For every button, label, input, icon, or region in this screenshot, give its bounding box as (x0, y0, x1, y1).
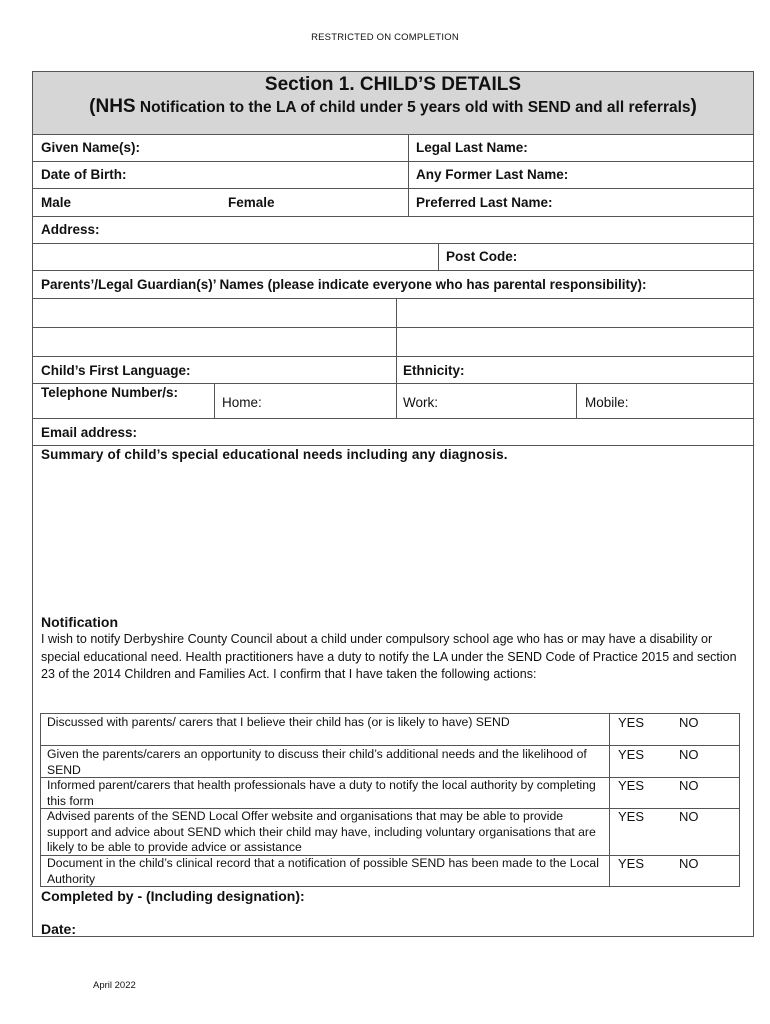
row-divider (33, 327, 753, 328)
yes-option[interactable]: YES (618, 747, 645, 762)
yes-option[interactable]: YES (618, 856, 645, 871)
col-divider (396, 298, 397, 418)
home-phone-label: Home: (222, 395, 262, 410)
notification-heading: Notification (41, 614, 118, 630)
table-row-divider (40, 745, 740, 746)
dob-label: Date of Birth: (41, 167, 127, 182)
mobile-phone-label: Mobile: (585, 395, 629, 410)
completed-by-label: Completed by - (Including designation): (41, 888, 305, 904)
row-divider (33, 298, 753, 299)
male-option[interactable]: Male (41, 195, 72, 210)
address-label: Address: (41, 222, 100, 237)
first-language-label: Child’s First Language: (41, 363, 191, 378)
former-last-name-label: Any Former Last Name: (416, 167, 569, 182)
no-option[interactable]: NO (679, 715, 699, 730)
row-divider (33, 216, 753, 217)
summary-label: Summary of child’s special educational needs including any diagnosis. (41, 447, 508, 462)
row-divider (33, 243, 753, 244)
given-names-label: Given Name(s): (41, 140, 141, 155)
subtitle-nhs: NHS (95, 96, 136, 117)
date-label: Date: (41, 921, 77, 937)
row-divider (33, 445, 753, 446)
subtitle-text: Notification to the LA of child under 5 years old with SEND and all referrals (135, 99, 691, 116)
subtitle-open-paren: ( (89, 96, 96, 117)
section-subtitle (33, 96, 753, 118)
section-title: Section 1. CHILD’S DETAILS (264, 74, 522, 95)
no-option[interactable]: NO (679, 747, 699, 762)
subtitle-close-paren: ) (690, 96, 697, 117)
yes-option[interactable]: YES (618, 809, 645, 824)
post-code-label: Post Code: (446, 249, 518, 264)
no-option[interactable]: NO (679, 809, 699, 824)
table-row-text: Informed parent/carers that health professionals have a duty to notify the local authority by completing this form (47, 778, 596, 808)
work-phone-label: Work: (403, 395, 439, 410)
restricted-notice: RESTRICTED ON COMPLETION (311, 32, 459, 43)
col-divider (438, 243, 439, 270)
legal-last-name-label: Legal Last Name: (416, 140, 528, 155)
row-divider (33, 383, 753, 384)
no-option[interactable]: NO (679, 778, 699, 793)
table-row-text: Advised parents of the SEND Local Offer website and organisations that may be able to provide support and advice about SEND which their child may have, including voluntary organisations that are likely to be able to provide advice or assistance (47, 809, 596, 854)
col-divider (576, 383, 577, 418)
preferred-last-name-label: Preferred Last Name: (416, 195, 553, 210)
col-divider (214, 383, 215, 418)
parents-label: Parents’/Legal Guardian(s)’ Names (please indicate everyone who has parental responsibility): (41, 277, 647, 292)
notification-body: I wish to notify Derbyshire County Council about a child under compulsory school age who has or may have a disability or special educational need. Health practitioners have a duty to notify the LA under the SEND Code of Practice 2015 and section 23 of the 2014 Children and Families Act. I confirm that I have taken the following actions: (41, 632, 737, 681)
table-row-text: Discussed with parents/ carers that I believe their child has (or is likely to have) SEND (47, 715, 510, 729)
row-divider (33, 418, 753, 419)
table-row-text: Document in the child’s clinical record that a notification of possible SEND has been made to the Local Authority (47, 856, 599, 886)
telephone-label: Telephone Number/s: (41, 385, 179, 400)
table-row-text: Given the parents/carers an opportunity to discuss their child’s additional needs and the likelihood of SEND (47, 747, 587, 777)
table-col-divider (609, 713, 610, 887)
row-divider (33, 356, 753, 357)
ethnicity-label: Ethnicity: (403, 363, 465, 378)
row-divider (33, 161, 753, 162)
yes-option[interactable]: YES (618, 778, 645, 793)
col-divider (408, 134, 409, 216)
footer-date: April 2022 (93, 980, 136, 991)
female-option[interactable]: Female (228, 195, 275, 210)
no-option[interactable]: NO (679, 856, 699, 871)
row-divider (33, 270, 753, 271)
email-label: Email address: (41, 425, 138, 440)
yes-option[interactable]: YES (618, 715, 645, 730)
row-divider (33, 188, 753, 189)
